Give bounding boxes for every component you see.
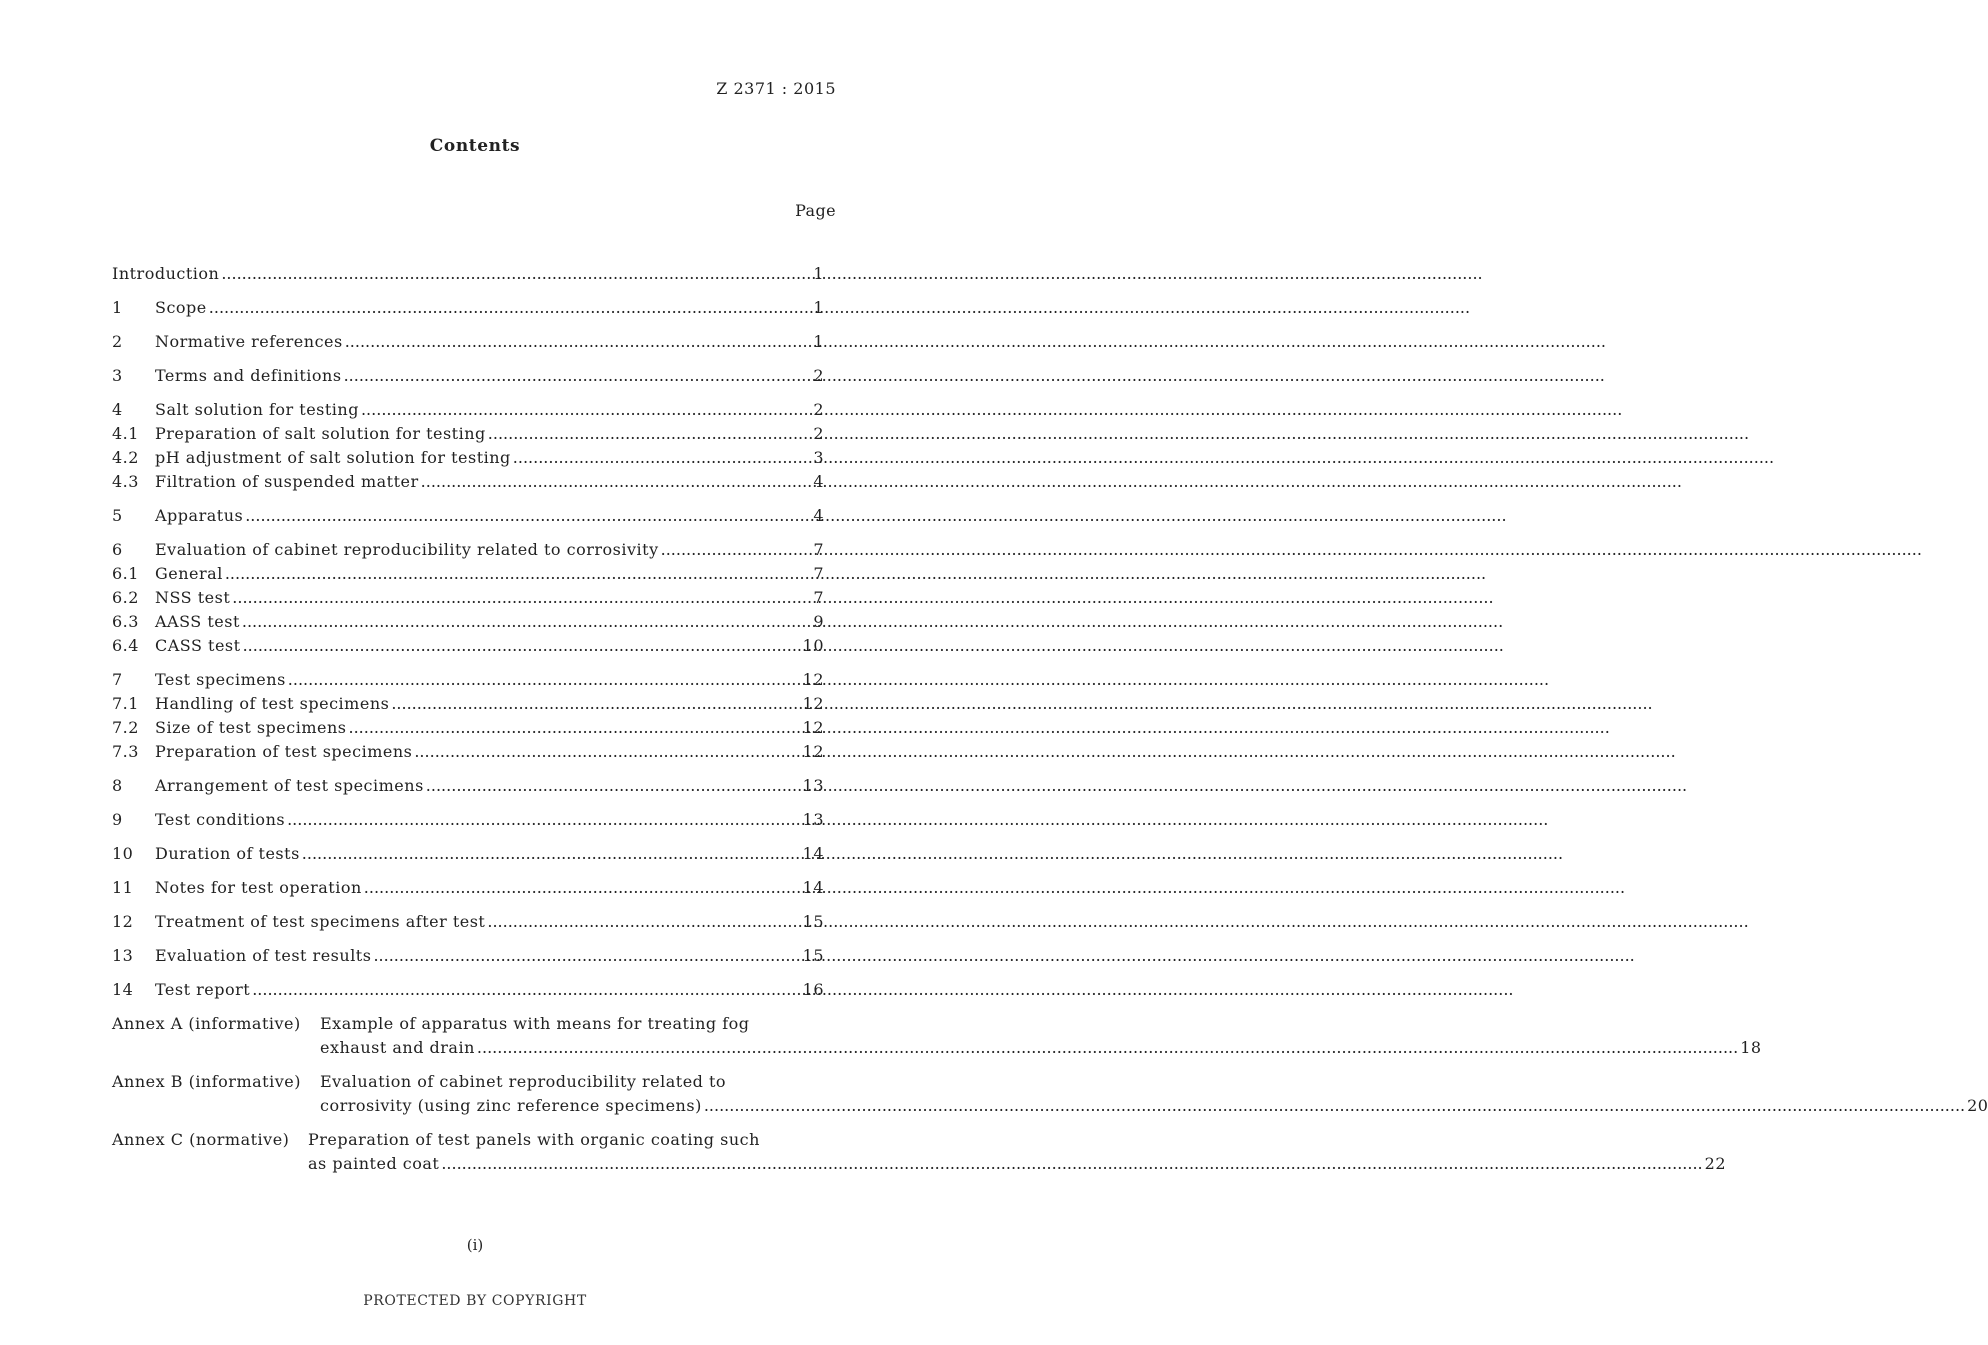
- toc-entry-page: 10: [802, 636, 824, 655]
- toc-entry[interactable]: [112, 634, 824, 658]
- toc-entry-number: 4: [112, 400, 123, 419]
- toc-entry-title: pH adjustment of salt solution for testing: [155, 448, 511, 467]
- toc-entry[interactable]: [112, 978, 824, 1002]
- annex-title-line1: Example of apparatus with means for treating fog: [320, 1014, 750, 1033]
- dot-leader: [373, 944, 800, 968]
- toc-entry-title: Arrangement of test specimens: [155, 776, 424, 795]
- annex-title-line2: corrosivity (using zinc reference specimens): [320, 1096, 702, 1115]
- dot-leader: [487, 910, 800, 934]
- toc-entry-title: Test report: [155, 980, 251, 999]
- toc-entry-title: Handling of test specimens: [155, 694, 390, 713]
- dot-leader: [426, 774, 801, 798]
- dot-leader: [348, 716, 800, 740]
- toc-entry-number: 6.1: [112, 564, 139, 583]
- footer-page-number: (i): [466, 1236, 484, 1254]
- toc-entry-page: 1: [813, 264, 824, 283]
- toc-entry[interactable]: [112, 446, 824, 470]
- toc-entry-page: 2: [813, 424, 824, 443]
- toc-entry[interactable]: [112, 842, 824, 866]
- toc-entry[interactable]: [112, 668, 824, 692]
- toc-entry-page: 15: [802, 946, 824, 965]
- toc-entry-number: 7.3: [112, 742, 139, 761]
- toc-entry-page: 14: [802, 844, 824, 863]
- toc-entry-number: 7.1: [112, 694, 139, 713]
- toc-entry[interactable]: [112, 422, 824, 446]
- toc-entry-number: 9: [112, 810, 123, 829]
- dot-leader: [364, 876, 801, 900]
- toc-entry[interactable]: [112, 470, 824, 494]
- toc-entry-page: 2: [813, 400, 824, 419]
- dot-leader: [345, 330, 812, 354]
- toc-entry[interactable]: [112, 876, 824, 900]
- toc-entry-number: 4.3: [112, 472, 139, 491]
- toc-entry-page: 1: [813, 298, 824, 317]
- toc-entry-title: Notes for test operation: [155, 878, 362, 897]
- annex-title-block: [308, 1128, 1726, 1176]
- copyright-notice: PROTECTED BY COPYRIGHT: [363, 1293, 587, 1309]
- dot-leader: [513, 446, 812, 470]
- toc-entry[interactable]: [112, 586, 824, 610]
- dot-leader: [477, 1036, 1738, 1060]
- toc-entry-number: 8: [112, 776, 123, 795]
- toc-entry[interactable]: [112, 808, 824, 832]
- annex-title-block: [320, 1012, 1762, 1060]
- dot-leader: [441, 1152, 1702, 1176]
- toc-entry-title: Size of test specimens: [155, 718, 347, 737]
- dot-leader: [344, 364, 812, 388]
- toc-entry-number: 11: [112, 878, 134, 897]
- toc-entry[interactable]: [112, 716, 824, 740]
- toc-entry[interactable]: [112, 944, 824, 968]
- dot-leader: [391, 692, 800, 716]
- toc-entry-number: 6.3: [112, 612, 139, 631]
- dot-leader: [414, 740, 800, 764]
- toc-entry-number: 5: [112, 506, 123, 525]
- annex-title-line2-row: [320, 1036, 1762, 1060]
- toc-entry-title: CASS test: [155, 636, 241, 655]
- annex-title-block: [320, 1070, 1988, 1118]
- toc-entry-title: Filtration of suspended matter: [155, 472, 419, 491]
- toc-entry-page: 7: [813, 564, 824, 583]
- dot-leader: [488, 422, 812, 446]
- annex-title-line2-row: [308, 1152, 1726, 1176]
- toc-entry-page: 13: [802, 810, 824, 829]
- toc-entry-title: Introduction: [112, 264, 220, 283]
- toc-annex-b[interactable]: [112, 1070, 1988, 1118]
- annex-page: 20: [1967, 1096, 1988, 1115]
- toc-entry-title: Test conditions: [155, 810, 286, 829]
- toc-entry[interactable]: [112, 398, 824, 422]
- toc-entry-page: 16: [802, 980, 824, 999]
- annex-title-line1: Preparation of test panels with organic coating such: [308, 1130, 760, 1149]
- toc-entry-page: 13: [802, 776, 824, 795]
- dot-leader: [209, 296, 812, 320]
- toc-entry-title: AASS test: [155, 612, 240, 631]
- toc-entry-number: 6: [112, 540, 123, 559]
- dot-leader: [242, 610, 811, 634]
- toc-entry-title: NSS test: [155, 588, 231, 607]
- toc-entry-page: 15: [802, 912, 824, 931]
- toc-entry-number: 14: [112, 980, 134, 999]
- dot-leader: [221, 262, 811, 286]
- toc-entry-page: 7: [813, 540, 824, 559]
- toc-entry-title: Terms and definitions: [155, 366, 342, 385]
- annex-title-line1: Evaluation of cabinet reproducibility related to: [320, 1072, 727, 1091]
- standard-number: Z 2371 : 2015: [716, 79, 836, 98]
- toc-entry-title: Evaluation of cabinet reproducibility related to corrosivity: [155, 540, 659, 559]
- toc-entry-page: 12: [802, 718, 824, 737]
- annex-page: 22: [1704, 1154, 1726, 1173]
- toc-entry-title: Duration of tests: [155, 844, 300, 863]
- toc-entry-page: 3: [813, 448, 824, 467]
- toc-entry-number: 1: [112, 298, 123, 317]
- toc-entry-number: 12: [112, 912, 134, 931]
- annex-label: Annex B (informative): [112, 1072, 301, 1091]
- toc-entry-page: 4: [813, 472, 824, 491]
- toc-entry[interactable]: [112, 774, 824, 798]
- toc-entry[interactable]: [112, 910, 824, 934]
- toc-entry[interactable]: [112, 740, 824, 764]
- toc-entry-introduction[interactable]: [112, 262, 824, 286]
- dot-leader: [661, 538, 812, 562]
- toc-entry-number: 6.4: [112, 636, 139, 655]
- annex-title-line2-row: [320, 1094, 1988, 1118]
- dot-leader: [421, 470, 812, 494]
- toc-entry-number: 7.2: [112, 718, 139, 737]
- dot-leader: [288, 668, 801, 692]
- toc-annex-c[interactable]: [112, 1128, 1726, 1176]
- toc-entry-page: 2: [813, 366, 824, 385]
- toc-entry-title: Scope: [155, 298, 207, 317]
- toc-entry-number: 6.2: [112, 588, 139, 607]
- toc-entry-page: 12: [802, 694, 824, 713]
- dot-leader: [243, 634, 801, 658]
- toc-entry[interactable]: [112, 504, 824, 528]
- toc-entry-title: Evaluation of test results: [155, 946, 372, 965]
- dot-leader: [704, 1094, 1965, 1118]
- toc-entry-title: General: [155, 564, 223, 583]
- toc-entry-title: Apparatus: [155, 506, 244, 525]
- dot-leader: [245, 504, 811, 528]
- toc-entry-page: 7: [813, 588, 824, 607]
- annex-label: Annex C (normative): [112, 1130, 290, 1149]
- table-of-contents: [112, 262, 1988, 1176]
- toc-entry-title: Normative references: [155, 332, 343, 351]
- toc-entry[interactable]: [112, 296, 824, 320]
- toc-entry[interactable]: [112, 364, 824, 388]
- toc-entry-title: Preparation of salt solution for testing: [155, 424, 486, 443]
- dot-leader: [361, 398, 811, 422]
- dot-leader: [232, 586, 811, 610]
- toc-entry-title: Preparation of test specimens: [155, 742, 413, 761]
- dot-leader: [302, 842, 801, 866]
- toc-entry[interactable]: [112, 610, 824, 634]
- toc-entry-number: 7: [112, 670, 123, 689]
- annex-title-line2: exhaust and drain: [320, 1038, 475, 1057]
- toc-entry[interactable]: [112, 562, 824, 586]
- annex-title-line2: as painted coat: [308, 1154, 440, 1173]
- toc-entry-title: Test specimens: [155, 670, 286, 689]
- contents-title: Contents: [429, 136, 521, 156]
- toc-entry-title: Salt solution for testing: [155, 400, 359, 419]
- dot-leader: [252, 978, 800, 1002]
- toc-entry-number: 4.1: [112, 424, 139, 443]
- toc-entry-number: 3: [112, 366, 123, 385]
- annex-page: 18: [1740, 1038, 1762, 1057]
- toc-entry-page: 9: [813, 612, 824, 631]
- dot-leader: [225, 562, 811, 586]
- annex-label: Annex A (informative): [112, 1014, 301, 1033]
- toc-entry[interactable]: [112, 692, 824, 716]
- toc-entry[interactable]: [112, 330, 824, 354]
- toc-entry-page: 1: [813, 332, 824, 351]
- toc-annex-a[interactable]: [112, 1012, 1762, 1060]
- toc-entry-page: 4: [813, 506, 824, 525]
- toc-entry-number: 4.2: [112, 448, 139, 467]
- dot-leader: [287, 808, 801, 832]
- toc-entry[interactable]: [112, 538, 824, 562]
- toc-entry-title: Treatment of test specimens after test: [155, 912, 486, 931]
- page-column-label: Page: [795, 201, 836, 220]
- toc-entry-page: 14: [802, 878, 824, 897]
- toc-entry-number: 2: [112, 332, 123, 351]
- toc-entry-page: 12: [802, 670, 824, 689]
- toc-entry-number: 13: [112, 946, 134, 965]
- toc-entry-number: 10: [112, 844, 134, 863]
- toc-entry-page: 12: [802, 742, 824, 761]
